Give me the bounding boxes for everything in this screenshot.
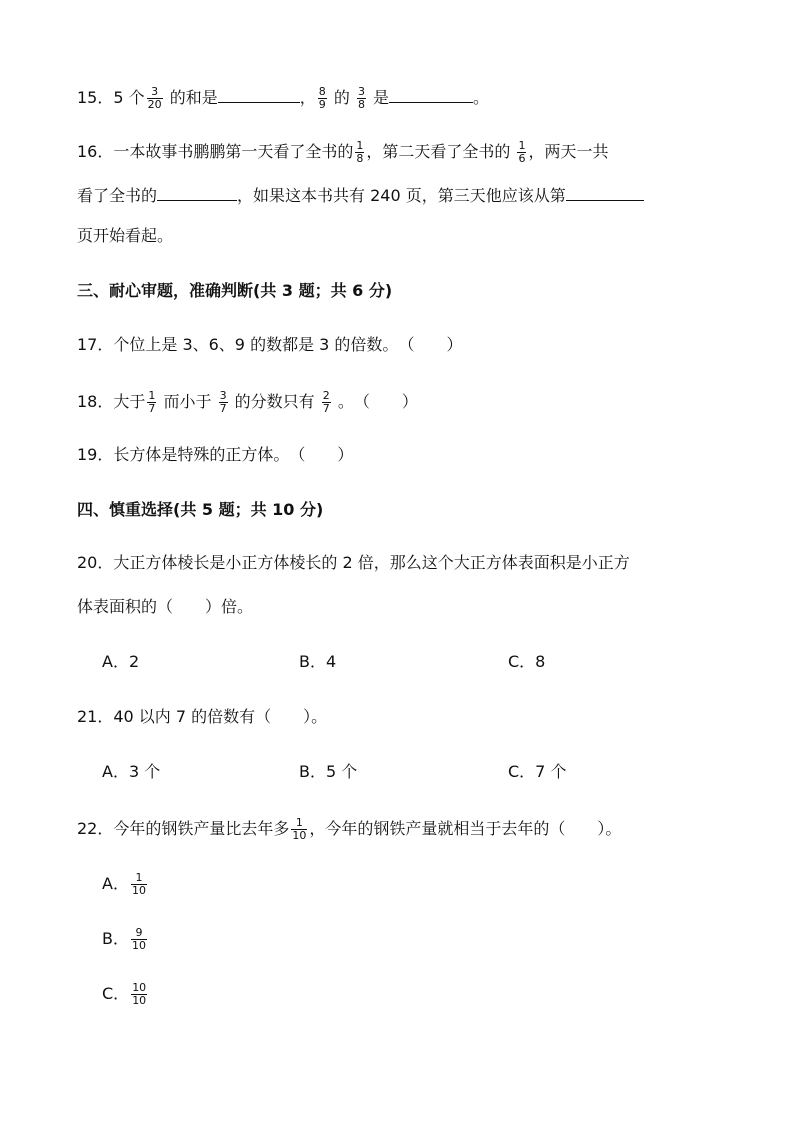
question-text: 大于 <box>113 392 146 411</box>
question-16-line-3 <box>77 226 173 248</box>
answer-blank[interactable] <box>218 86 300 103</box>
numerator: 1 <box>518 139 526 152</box>
section-heading-3: 三、耐心审题，准确判断(共 3 题；共 6 分) <box>77 281 393 300</box>
option-c[interactable] <box>102 982 149 1007</box>
question-text: ，两天一共 <box>528 142 609 161</box>
numerator: 3 <box>357 85 365 98</box>
option-b[interactable] <box>102 927 149 952</box>
denominator: 10 <box>131 939 146 952</box>
fraction <box>219 390 228 415</box>
question-text: ，今年的钢铁产量就相当于去年的（ ）。 <box>309 819 622 838</box>
option-a[interactable]: A．3 个 <box>102 762 161 781</box>
denominator: 7 <box>219 402 227 415</box>
denominator: 7 <box>148 402 156 415</box>
question-16 <box>77 139 609 165</box>
question-text: 看了全书的 <box>77 186 158 205</box>
fraction <box>355 140 364 165</box>
denominator: 9 <box>318 98 326 111</box>
fraction <box>291 817 307 842</box>
denominator: 7 <box>322 402 330 415</box>
question-20-line-2: 体表面积的（ ）倍。 <box>77 597 254 616</box>
question-text: 19．长方体是特殊的正方体。 <box>77 445 290 464</box>
question-text: 一本故事书鹏鹏第一天看了全书的 <box>113 142 354 161</box>
denominator: 10 <box>132 994 147 1007</box>
option-b[interactable]: B．5 个 <box>299 762 358 781</box>
question-text: 而小于 <box>158 392 217 411</box>
option-label: B． <box>102 929 129 948</box>
question-text: ，第二天看了全书的 <box>366 142 516 161</box>
denominator: 8 <box>356 152 364 165</box>
fraction <box>517 140 526 165</box>
question-text: ，如果这本书共有 240 页，第三天他应该从第 <box>237 186 566 205</box>
question-text: 的分数只有 <box>229 392 320 411</box>
question-21: 21．40 以内 7 的倍数有（ ）。 <box>77 707 328 726</box>
numerator: 1 <box>356 139 364 152</box>
option-c[interactable]: C．7 个 <box>508 762 567 781</box>
numerator: 3 <box>151 85 159 98</box>
numerator: 8 <box>318 85 326 98</box>
question-text: 。 <box>332 392 354 411</box>
option-a[interactable]: A．2 <box>102 652 140 671</box>
question-text: ， <box>299 88 316 107</box>
fraction <box>147 390 156 415</box>
question-text: 。 <box>473 88 490 107</box>
question-18 <box>77 389 418 415</box>
numerator: 10 <box>132 981 147 994</box>
answer-blank[interactable] <box>566 184 644 201</box>
question-number: 15． <box>77 88 114 107</box>
option-b[interactable]: B．4 <box>299 652 337 671</box>
question-text: 5 个 <box>113 88 145 107</box>
answer-blank[interactable] <box>389 86 473 103</box>
option-a[interactable] <box>102 872 149 897</box>
question-number: 18． <box>77 392 114 411</box>
question-text: 的 <box>328 88 355 107</box>
fraction <box>357 86 366 111</box>
fraction <box>131 927 147 952</box>
numerator: 1 <box>295 816 303 829</box>
question-text: 是 <box>367 88 390 107</box>
option-label: A． <box>102 874 129 893</box>
question-20: 20．大正方体棱长是小正方体棱长的 2 倍，那么这个大正方体表面积是小正方 <box>77 553 630 572</box>
denominator: 6 <box>518 152 526 165</box>
fraction <box>318 86 327 111</box>
section-heading-4: 四、慎重选择(共 5 题；共 10 分) <box>77 500 324 519</box>
numerator: 1 <box>135 871 143 884</box>
question-16-line-2 <box>77 184 644 206</box>
numerator: 2 <box>322 389 330 402</box>
answer-parentheses[interactable]: （ ） <box>353 392 418 411</box>
question-text: 17．个位上是 3、6、9 的数都是 3 的倍数。 <box>77 335 399 354</box>
answer-blank[interactable] <box>157 184 237 201</box>
option-c[interactable]: C．8 <box>508 652 546 671</box>
fraction <box>131 982 147 1007</box>
question-text: 今年的钢铁产量比去年多 <box>113 819 290 838</box>
question-text: 页开始看起。 <box>77 226 174 245</box>
denominator: 10 <box>131 884 146 897</box>
question-number: 16． <box>77 142 114 161</box>
fraction <box>147 86 163 111</box>
numerator: 9 <box>135 926 143 939</box>
option-label: C． <box>102 984 130 1003</box>
question-22 <box>77 816 622 842</box>
denominator: 10 <box>292 829 307 842</box>
fraction <box>131 872 147 897</box>
answer-parentheses[interactable]: （ ） <box>289 445 354 464</box>
question-19 <box>77 445 353 467</box>
question-17 <box>77 335 462 357</box>
question-number: 22． <box>77 819 114 838</box>
denominator: 20 <box>147 98 162 111</box>
numerator: 1 <box>148 389 156 402</box>
question-15 <box>77 85 490 111</box>
numerator: 3 <box>219 389 227 402</box>
answer-parentheses[interactable]: （ ） <box>398 335 463 354</box>
question-text: 的和是 <box>164 88 218 107</box>
denominator: 8 <box>357 98 365 111</box>
fraction <box>322 390 331 415</box>
